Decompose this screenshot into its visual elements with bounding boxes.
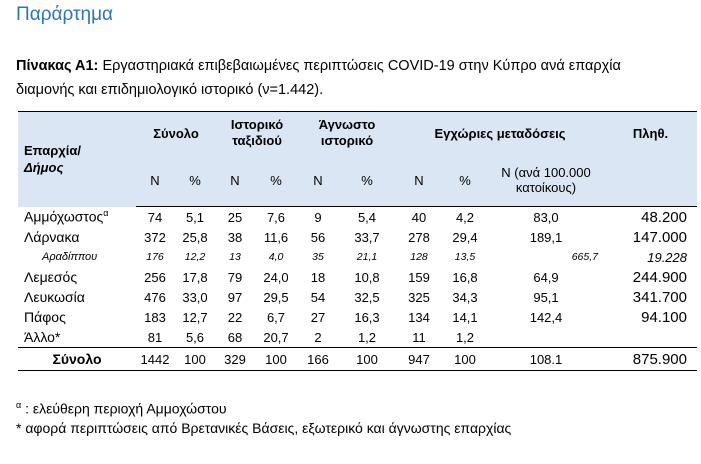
district-name: Αμμόχωστος$^\alpha$ xyxy=(24,208,109,226)
total-travel-n: 329 xyxy=(216,348,254,371)
cell-total-n: 74 xyxy=(147,209,163,225)
total-unknown-n: 166 xyxy=(298,348,338,371)
caption-label: Πίνακας Α1: xyxy=(16,58,99,74)
header-travel: Ιστορικό ταξιδιού xyxy=(216,112,298,155)
table-row xyxy=(18,287,697,307)
cell-local-n: 128 xyxy=(410,251,428,263)
total-label: Σύνολο xyxy=(18,348,136,371)
cases-table xyxy=(18,111,697,371)
cell-local-n: 134 xyxy=(408,309,430,325)
cell-local-pct: 1,2 xyxy=(455,329,475,345)
cell-local-pct: 13,5 xyxy=(454,251,476,263)
header-empty xyxy=(604,154,697,207)
cell-unknown-n: 35 xyxy=(312,251,324,263)
footnotes xyxy=(16,396,511,438)
cell-local-pct: 34,3 xyxy=(452,289,478,305)
header-pct: % xyxy=(174,154,216,207)
cell-local-n: 11 xyxy=(412,329,426,345)
cell-unknown-pct: 32,5 xyxy=(354,289,380,305)
cell-travel-n: 13 xyxy=(229,251,241,263)
district-name: Λεμεσός xyxy=(24,269,78,285)
cell-travel-n: 38 xyxy=(227,229,243,245)
cell-unknown-pct: 10,8 xyxy=(354,269,380,285)
cell-per100k: 665,7 xyxy=(571,251,598,263)
cell-travel-pct: 7,6 xyxy=(266,209,286,225)
cell-unknown-pct: 21,1 xyxy=(356,251,378,263)
cell-unknown-n: 18 xyxy=(310,269,326,285)
table-subrow xyxy=(18,247,697,267)
cell-total-pct: 12,7 xyxy=(182,309,208,325)
cell-unknown-n: 27 xyxy=(310,309,326,325)
table-row xyxy=(18,267,697,287)
cell-population: 48.200 xyxy=(641,208,687,226)
cell-travel-pct: 6,7 xyxy=(266,309,286,325)
cell-travel-n: 22 xyxy=(227,309,243,325)
cell-unknown-n: 54 xyxy=(310,289,326,305)
district-name: Άλλο* xyxy=(24,329,61,345)
footnote-star: * αφορά περιπτώσεις από Βρετανικές Βάσεις, εξωτερικό και άγνωστης επαρχίας xyxy=(16,419,512,436)
cell-population xyxy=(604,327,697,348)
cell-population: 341.700 xyxy=(632,288,687,306)
table-row xyxy=(18,227,697,247)
header-district: Επαρχία/ Δήμος xyxy=(18,112,136,207)
cell-total-pct: 5,6 xyxy=(185,329,205,345)
header-pct: % xyxy=(442,154,488,207)
page-heading: Παράρτημα xyxy=(16,4,114,25)
cell-total-n: 256 xyxy=(144,269,166,285)
cell-local-pct: 14,1 xyxy=(452,309,478,325)
total-total-pct: 100 xyxy=(174,348,216,371)
total-total-n: 1442 xyxy=(136,348,174,371)
cell-local-pct: 29,4 xyxy=(452,229,478,245)
cell-per100k: 142,4 xyxy=(529,309,563,325)
cell-total-n: 183 xyxy=(144,309,166,325)
cell-per100k xyxy=(488,327,604,348)
cell-unknown-pct: 1,2 xyxy=(357,329,377,345)
header-unknown: Άγνωστο ιστορικό xyxy=(298,112,396,155)
header-population: Πληθ. xyxy=(604,112,697,155)
district-name: Πάφος xyxy=(24,309,66,325)
total-row xyxy=(18,348,697,371)
header-pct: % xyxy=(338,154,396,207)
cell-unknown-n: 56 xyxy=(310,229,326,245)
district-name: Αραδίππου xyxy=(42,251,98,263)
table-row xyxy=(18,207,697,228)
header-pct: % xyxy=(254,154,298,207)
cell-unknown-pct: 33,7 xyxy=(354,229,380,245)
cell-travel-n: 25 xyxy=(227,209,243,225)
cell-travel-n: 79 xyxy=(227,269,243,285)
cell-total-n: 372 xyxy=(144,229,166,245)
total-unknown-pct: 100 xyxy=(338,348,396,371)
cell-total-pct: 17,8 xyxy=(182,269,208,285)
cell-travel-pct: 24,0 xyxy=(263,269,289,285)
header-n: N xyxy=(136,154,174,207)
district-name: Λευκωσία xyxy=(24,289,85,305)
cell-travel-pct: 4,0 xyxy=(268,251,284,263)
total-travel-pct: 100 xyxy=(254,348,298,371)
table-row xyxy=(18,327,697,348)
cell-total-n: 476 xyxy=(144,289,166,305)
cell-local-n: 325 xyxy=(408,289,430,305)
cell-total-pct: 25,8 xyxy=(182,229,208,245)
cell-total-pct: 5,1 xyxy=(185,209,205,225)
cell-total-n: 81 xyxy=(147,329,163,345)
total-per100k: 108.1 xyxy=(488,348,604,371)
footnote-a: $^\alpha$ : ελεύθερη περιοχή Αμμοχώστου xyxy=(16,400,227,417)
header-row-top xyxy=(18,112,697,155)
total-population: 875.900 xyxy=(604,348,697,371)
table-body xyxy=(18,207,697,371)
cell-travel-pct: 29,5 xyxy=(263,289,289,305)
total-local-pct: 100 xyxy=(442,348,488,371)
table-row xyxy=(18,307,697,327)
cell-per100k: 83,0 xyxy=(533,209,559,225)
cell-population: 147.000 xyxy=(632,228,687,246)
cell-total-pct: 33,0 xyxy=(182,289,208,305)
cell-local-n: 40 xyxy=(411,209,427,225)
cell-unknown-pct: 5,4 xyxy=(357,209,377,225)
cell-local-pct: 16,8 xyxy=(452,269,478,285)
cell-total-pct: 12,2 xyxy=(184,251,206,263)
header-per100k: N (ανά 100.000 κατοίκους) xyxy=(488,154,604,207)
cell-per100k: 95,1 xyxy=(533,289,559,305)
header-local: Εγχώριες μεταδόσεις xyxy=(396,112,604,155)
cell-total-n: 176 xyxy=(146,251,164,263)
header-n: N xyxy=(396,154,442,207)
table-caption xyxy=(16,54,666,102)
cell-population: 244.900 xyxy=(632,268,687,286)
total-local-n: 947 xyxy=(396,348,442,371)
cell-local-n: 159 xyxy=(408,269,430,285)
header-n: N xyxy=(298,154,338,207)
cell-travel-pct: 11,6 xyxy=(263,229,289,245)
cell-unknown-pct: 16,3 xyxy=(354,309,380,325)
caption-text: Εργαστηριακά επιβεβαιωμένες περιπτώσεις COVID-19 στην Κύπρο ανά επαρχία διαμονής και επιδημιολογικό ιστορικό (ν=1.442). xyxy=(16,58,621,98)
cell-unknown-n: 2 xyxy=(314,329,322,345)
cell-population: 94.100 xyxy=(641,308,687,326)
cell-travel-pct: 20,7 xyxy=(263,329,289,345)
district-name: Λάρνακα xyxy=(24,229,80,245)
cell-local-pct: 4,2 xyxy=(455,209,475,225)
cell-unknown-n: 9 xyxy=(314,209,322,225)
cell-per100k: 189,1 xyxy=(529,229,563,245)
cell-travel-n: 68 xyxy=(227,329,243,345)
header-total: Σύνολο xyxy=(136,112,216,155)
cell-population: 19.228 xyxy=(647,249,687,265)
header-n: N xyxy=(216,154,254,207)
cell-travel-n: 97 xyxy=(227,289,243,305)
cell-per100k: 64,9 xyxy=(533,269,559,285)
cell-local-n: 278 xyxy=(408,229,430,245)
